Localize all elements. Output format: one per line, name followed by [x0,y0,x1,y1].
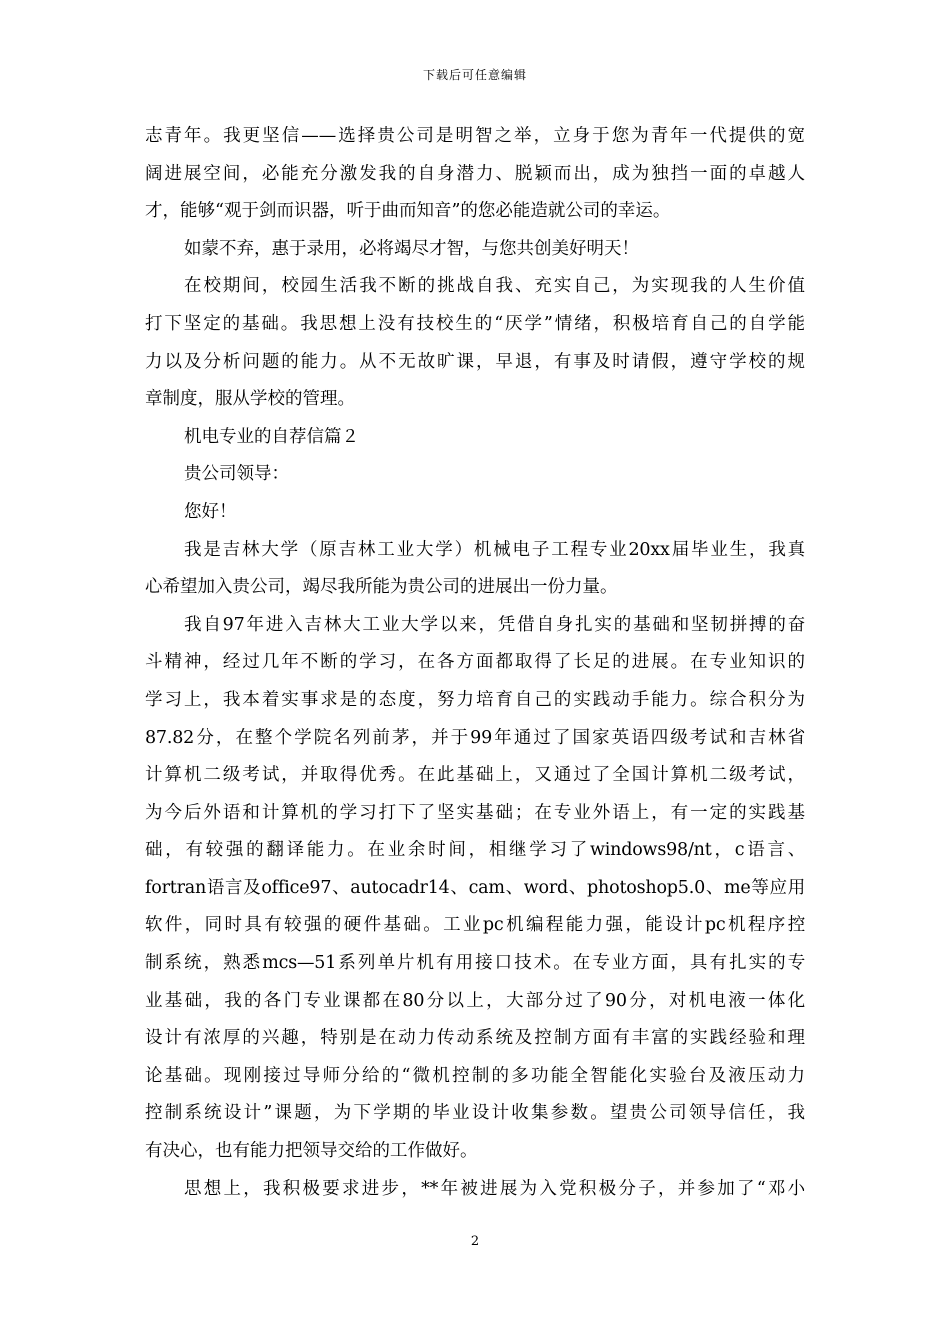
paragraph-line: 阔进展空间，必能充分激发我的自身潜力、脱颖而出，成为独挡一面的卓越人 [145,163,805,184]
paragraph-line: 如蒙不弃，惠于录用，必将竭尽才智，与您共创美好明天！ [184,238,639,259]
paragraph-line: 志青年。我更坚信——选择贵公司是明智之举，立身于您为青年一代提供的宽 [145,126,805,146]
paragraph-line: 业基础，我的各门专业课都在80分以上，大部分过了90分，对机电液一体化 [145,990,805,1011]
document-body [145,118,805,1208]
paragraph-line: 础，有较强的翻译能力。在业余时间，相继学习了windows98/nt，c语言、 [145,840,805,861]
greeting: 您好！ [184,501,237,522]
paragraph-line: 才，能够“观于剑而识器，听于曲而知音”的您必能造就公司的幸运。 [145,201,671,222]
paragraph-line: 思想上，我积极要求进步，**年被进展为入党积极分子，并参加了“邓小 [184,1178,805,1199]
paragraph-line: 制系统，熟悉mcs—51系列单片机有用接口技术。在专业方面，具有扎实的专 [145,953,805,974]
paragraph-line: 软件，同时具有较强的硬件基础。工业pc机编程能力强，能设计pc机程序控 [145,915,805,936]
section-title: 机电专业的自荐信篇２ [184,426,359,447]
salutation: 贵公司领导： [184,464,289,485]
paragraph-line: 打下坚定的基础。我思想上没有技校生的“厌学”情绪，积极培育自己的自学能 [145,313,805,334]
page-header: 下载后可任意编辑 [422,68,527,82]
paragraph-line: 在校期间，校园生活我不断的挑战自我、充实自己，为实现我的人生价值 [184,276,805,297]
paragraph-line: 论基础。现刚接过导师分给的“微机控制的多功能全智能化实验台及液压动力 [145,1065,805,1086]
paragraph-line: 有决心，也有能力把领导交给的工作做好。 [145,1141,478,1162]
page-number: 2 [470,1234,480,1249]
paragraph-line: 87.82分，在整个学院名列前茅，并于99年通过了国家英语四级考试和吉林省 [145,727,805,748]
paragraph-line: 我是吉林大学（原吉林工业大学）机械电子工程专业20xx届毕业生，我真 [184,539,805,560]
paragraph-line: 控制系统设计”课题，为下学期的毕业设计收集参数。望贵公司领导信任，我 [145,1103,805,1124]
paragraph-line: 力以及分析问题的能力。从不无故旷课，早退，有事及时请假，遵守学校的规 [145,351,805,372]
paragraph-line: 斗精神，经过几年不断的学习，在各方面都取得了长足的进展。在专业知识的 [145,652,805,673]
paragraph-line: 心希望加入贵公司，竭尽我所能为贵公司的进展出一份力量。 [145,577,618,598]
paragraph-line: 为今后外语和计算机的学习打下了坚实基础；在专业外语上，有一定的实践基 [145,802,805,823]
paragraph-line: 我自97年进入吉林大工业大学以来，凭借自身扎实的基础和坚韧拼搏的奋 [184,614,805,635]
paragraph-line: 学习上，我本着实事求是的态度，努力培育自己的实践动手能力。综合积分为 [145,689,805,710]
paragraph-line: 章制度，服从学校的管理。 [145,389,355,410]
paragraph-line: 设计有浓厚的兴趣，特别是在动力传动系统及控制方面有丰富的实践经验和理 [145,1028,805,1049]
paragraph-line: fortran语言及office97、autocadr14、cam、word、photoshop5.0、me等应用 [145,877,805,898]
paragraph-line: 计算机二级考试，并取得优秀。在此基础上，又通过了全国计算机二级考试， [145,765,805,786]
